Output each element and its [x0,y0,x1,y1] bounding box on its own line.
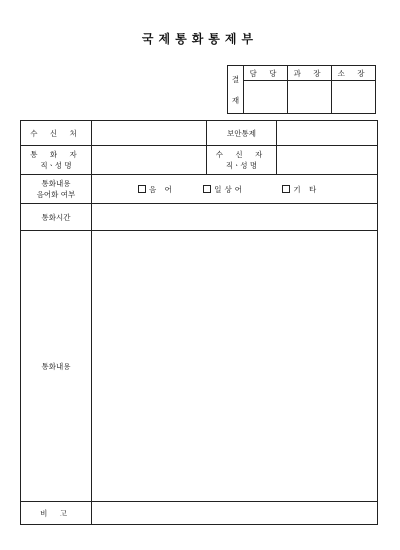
call-time-field[interactable] [92,204,378,231]
security-field[interactable] [277,121,378,146]
checkbox-icon[interactable] [138,185,146,193]
recipient-field[interactable] [92,121,207,146]
approval-sign-director[interactable] [332,81,376,114]
call-content-label: 통화내용 [21,231,92,502]
option-other-label: 기 타 [293,184,320,194]
form-title: 국제통화통제부 [141,32,259,46]
approval-label-top: 결 [231,74,240,84]
call-record-table [20,120,378,525]
approval-header-manager: 과 장 [288,66,332,81]
caller-field[interactable] [92,146,207,175]
approval-header-staff: 담 당 [244,66,288,81]
checkbox-icon[interactable] [203,185,211,193]
approval-header-director: 소 장 [332,66,376,81]
approval-box [227,65,376,114]
approval-label-bottom: 재 [231,95,240,105]
language-label-line2: 음어화 여부 [36,190,76,199]
caller-label-line1: 통 화 자 [30,150,82,159]
call-content-field[interactable] [92,231,378,502]
option-code-label: 음 어 [149,184,175,194]
remarks-field[interactable] [92,502,378,525]
approval-label [228,66,244,114]
receiver-label-line2: 직ㆍ성 명 [225,161,258,170]
language-label-line1: 통화내용 [41,179,71,188]
language-label [21,175,92,204]
option-plain[interactable] [203,184,245,195]
receiver-field[interactable] [277,146,378,175]
checkbox-icon[interactable] [282,185,290,193]
option-other[interactable] [282,184,319,195]
option-code[interactable] [138,184,175,195]
option-plain-label: 일상어 [214,184,246,194]
security-label: 보안통제 [207,121,277,146]
receiver-label-line1: 수 신 자 [215,150,268,159]
caller-label [21,146,92,175]
caller-label-line2: 직ㆍ성 명 [40,161,72,170]
receiver-label [207,146,277,175]
call-time-label: 통화시간 [21,204,92,231]
language-options [92,175,378,204]
approval-sign-manager[interactable] [288,81,332,114]
approval-sign-staff[interactable] [244,81,288,114]
remarks-label: 비 고 [21,502,92,525]
recipient-label: 수 신 처 [21,121,92,146]
